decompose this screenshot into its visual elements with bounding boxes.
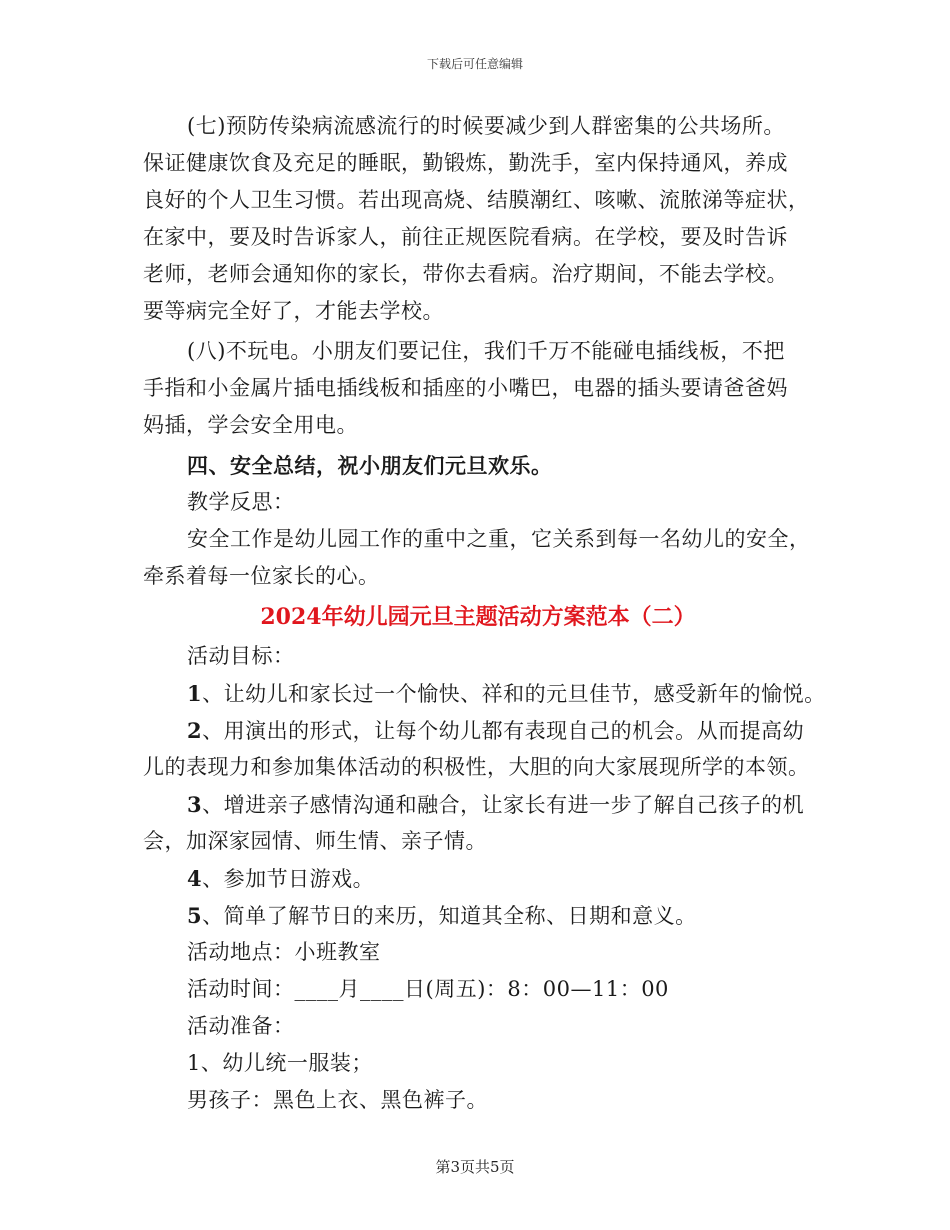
goal-number: 1 (187, 681, 203, 706)
paragraph-seven (143, 108, 823, 330)
section-title: 2024年幼儿园元旦主题活动方案范本（二） (260, 604, 696, 630)
prep-label: 活动准备： (187, 1014, 295, 1038)
text-line: 手指和小金属片插电插线板和插座的小嘴巴，电器的插头要请爸爸妈 (143, 376, 788, 400)
text-line: 老师，老师会通知你的家长，带你去看病。治疗期间，不能去学校。 (143, 262, 788, 286)
prep-boys: 男孩子：黑色上衣、黑色裤子。 (187, 1088, 488, 1112)
header-note: 下载后可任意编辑 (426, 57, 523, 71)
goal-text: 、让幼儿和家长过一个愉快、祥和的元旦佳节，感受新年的愉悦。 (202, 682, 826, 706)
text-line (143, 786, 823, 823)
text-line: 妈插，学会安全用电。 (143, 413, 358, 437)
goal-five (143, 897, 823, 934)
section-four-heading: 四、安全总结，祝小朋友们元旦欢乐。 (187, 453, 553, 478)
page-number: 第3页共5页 (435, 1158, 515, 1176)
goal-number: 3 (187, 792, 203, 817)
text-line: 会，加深家园情、师生情、亲子情。 (143, 829, 487, 853)
goal-text: 、增进亲子感情沟通和融合，让家长有进一步了解自己孩子的机 (202, 793, 805, 817)
activity-location: 活动地点：小班教室 (187, 940, 381, 964)
document-body (143, 108, 826, 1119)
goal-one (143, 675, 826, 712)
text-line: (八)不玩电。小朋友们要记住，我们千万不能碰电插线板，不把 (187, 339, 785, 363)
text-line: 安全工作是幼儿园工作的重中之重，它关系到每一名幼儿的安全， (187, 527, 811, 551)
text-line: (七)预防传染病流感流行的时候要减少到人群密集的公共场所。 (187, 114, 785, 138)
text-line: 要等病完全好了，才能去学校。 (143, 299, 444, 323)
goal-number: 4 (187, 866, 203, 891)
activity-time: 活动时间：____月____日(周五)：8：00—11：00 (187, 977, 669, 1001)
paragraph-eight (143, 333, 823, 444)
goal-four (143, 860, 823, 897)
goal-three (143, 786, 823, 860)
text-line: 在家中，要及时告诉家人，前往正规医院看病。在学校，要及时告诉 (143, 225, 788, 249)
goals-label: 活动目标： (187, 644, 295, 668)
text-line: 保证健康饮食及充足的睡眠，勤锻炼，勤洗手，室内保持通风，养成 (143, 151, 788, 175)
prep-item-uniform: 1、幼儿统一服装； (187, 1051, 373, 1075)
text-line: 牵系着每一位家长的心。 (143, 564, 380, 588)
goal-text: 、用演出的形式，让每个幼儿都有表现自己的机会。从而提高幼 (202, 719, 805, 743)
text-line: 儿的表现力和参加集体活动的积极性，大胆的向大家展现所学的本领。 (143, 755, 810, 779)
text-line: 良好的个人卫生习惯。若出现高烧、结膜潮红、咳嗽、流脓涕等症状， (143, 188, 810, 212)
goal-two (143, 712, 823, 786)
goal-number: 5 (187, 903, 203, 928)
text-line (143, 712, 823, 749)
goal-text: 、简单了解节日的来历，知道其全称、日期和意义。 (202, 904, 697, 928)
goal-text: 、参加节日游戏。 (202, 867, 375, 891)
reflection-paragraph (143, 521, 823, 595)
goal-number: 2 (187, 718, 203, 743)
reflection-label: 教学反思： (187, 490, 295, 514)
